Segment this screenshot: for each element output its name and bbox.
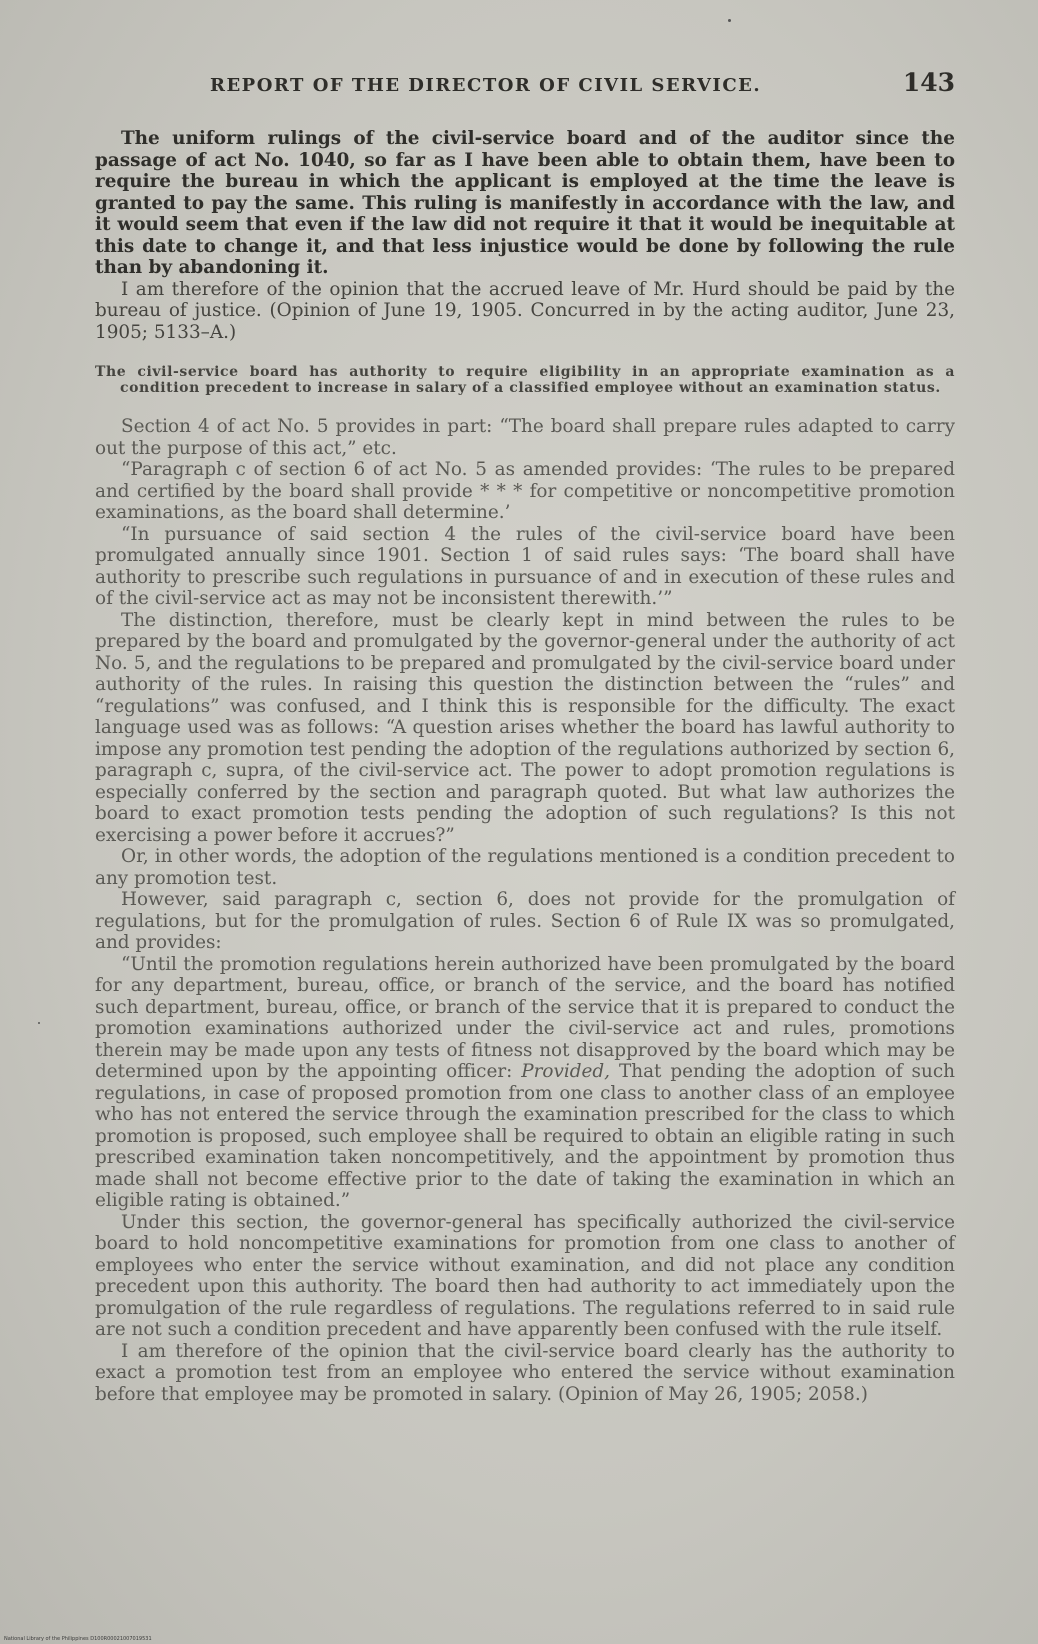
- rule-quote-part-2: That pending the adoption of such regulations, in case of proposed promotion from one class to another class of an employee who has not entered the service through the examination prescribed for the class to which promotion is proposed, such employee shall be required to obtain an eligible rating in such prescribed examination taken noncompetitively, and the appointment by promotion thus made shall not become effective prior to the date of taking the examination in which an eligible rating is obtained.”: [95, 1061, 955, 1211]
- page-number: 143: [902, 68, 955, 97]
- paragraph-rules-promulgated: “In pursuance of said section 4 the rules of the civil-service board have been promulgated annually since 1901. Section 1 of said rules says: ‘The board shall have authority to prescribe such regulations in pursuance of and in execution of these rules and of the civil-service act as may not be inconsistent therewith.’”: [95, 523, 955, 609]
- paragraph-opinion-hurd: I am therefore of the opinion that the accrued leave of Mr. Hurd should be paid by the bureau of justice. (Opinion of June 19, 1905. Concurred in by the acting auditor, June 23, 1905; 5133–A.): [95, 278, 955, 343]
- page-body: [95, 128, 955, 1405]
- paragraph-section-6c: “Paragraph c of section 6 of act No. 5 as amended provides: ‘The rules to be prepared and certified by the board shall provide * * * for competitive or noncompetitive promotion examinations, as the board shall determine.’: [95, 459, 955, 523]
- page-header: [210, 68, 955, 97]
- syllabus-note: The civil-service board has authority to require eligibility in an appropriate examination as a condition precedent to increase in salary of a classified employee without an examination status.: [95, 364, 955, 396]
- paragraph-condition-precedent: Or, in other words, the adoption of the regulations mentioned is a condition precedent to any promotion test.: [95, 846, 955, 889]
- scan-source-footer: National Library of the Philippines D100R00021007019531: [4, 1636, 152, 1642]
- paragraph-rule-ix: However, said paragraph c, section 6, does not provide for the promulgation of regulations, but for the promulgation of rules. Section 6 of Rule IX was so promulgated, and provides:: [95, 889, 955, 953]
- paragraph-conclusion: I am therefore of the opinion that the civil-service board clearly has the authority to exact a promotion test from an employee who entered the service without examination before that employee may be promoted in salary. (Opinion of May 26, 1905; 2058.): [95, 1340, 955, 1405]
- paragraph-rule-quote: [95, 954, 955, 1212]
- paragraph-section-4: Section 4 of act No. 5 provides in part: “The board shall prepare rules adapted to carry out the purpose of this act,” etc.: [95, 416, 955, 459]
- scan-speck: [38, 1022, 40, 1024]
- rule-quote-part-1: “Until the promotion regulations herein authorized have been promulgated by the board for any department, bureau, office, or branch of the service, and the board has notified such department, bureau, office, or branch of the service that it is prepared to conduct the promotion examinations authorized under the civil-service act and rules, promotions therein may be made upon any tests of fitness not disapproved by the board which may be determined upon by the appointing officer:: [95, 953, 955, 1082]
- paragraph-distinction: The distinction, therefore, must be clearly kept in mind between the rules to be prepared by the board and promulgated by the governor-general under the authority of act No. 5, and the regulations to be prepared and promulgated by the civil-service board under authority of the rules. In raising this question the distinction between the “rules” and “regulations” was confused, and I think this is responsible for the difficulty. The exact language used was as follows: “A question arises whether the board has lawful authority to impose any promotion test pending the adoption of the regulations authorized by section 6, paragraph c, supra, of the civil-service act. The power to adopt promotion regulations is especially conferred by the section and paragraph quoted. But what law authorizes the board to exact promotion tests pending the adoption of such regulations? Is this not exercising a power before it accrues?”: [95, 609, 955, 846]
- paragraph-governor-general: Under this section, the governor-general has specifically authorized the civil-service board to hold noncompetitive examinations for promotion from one class to another of employees who enter the service without examination, and did not place any condition precedent upon this authority. The board then had authority to act immediately upon the promulgation of the rule regardless of regulations. The regulations referred to in said rule are not such a condition precedent and have apparently been confused with the rule itself.: [95, 1211, 955, 1340]
- provided-keyword: Provided,: [521, 1061, 611, 1082]
- scan-speck: [728, 19, 731, 22]
- paragraph-uniform-rulings: The uniform rulings of the civil-service board and of the auditor since the passage of act No. 1040, so far as I have been able to obtain them, have been to require the bureau in which the applicant is employed at the time the leave is granted to pay the same. This ruling is manifestly in accordance with the law, and it would seem that even if the law did not require it that it would be inequitable at this date to change it, and that less injustice would be done by following the rule than by abandoning it.: [95, 128, 955, 278]
- running-head: REPORT OF THE DIRECTOR OF CIVIL SERVICE.: [210, 75, 762, 96]
